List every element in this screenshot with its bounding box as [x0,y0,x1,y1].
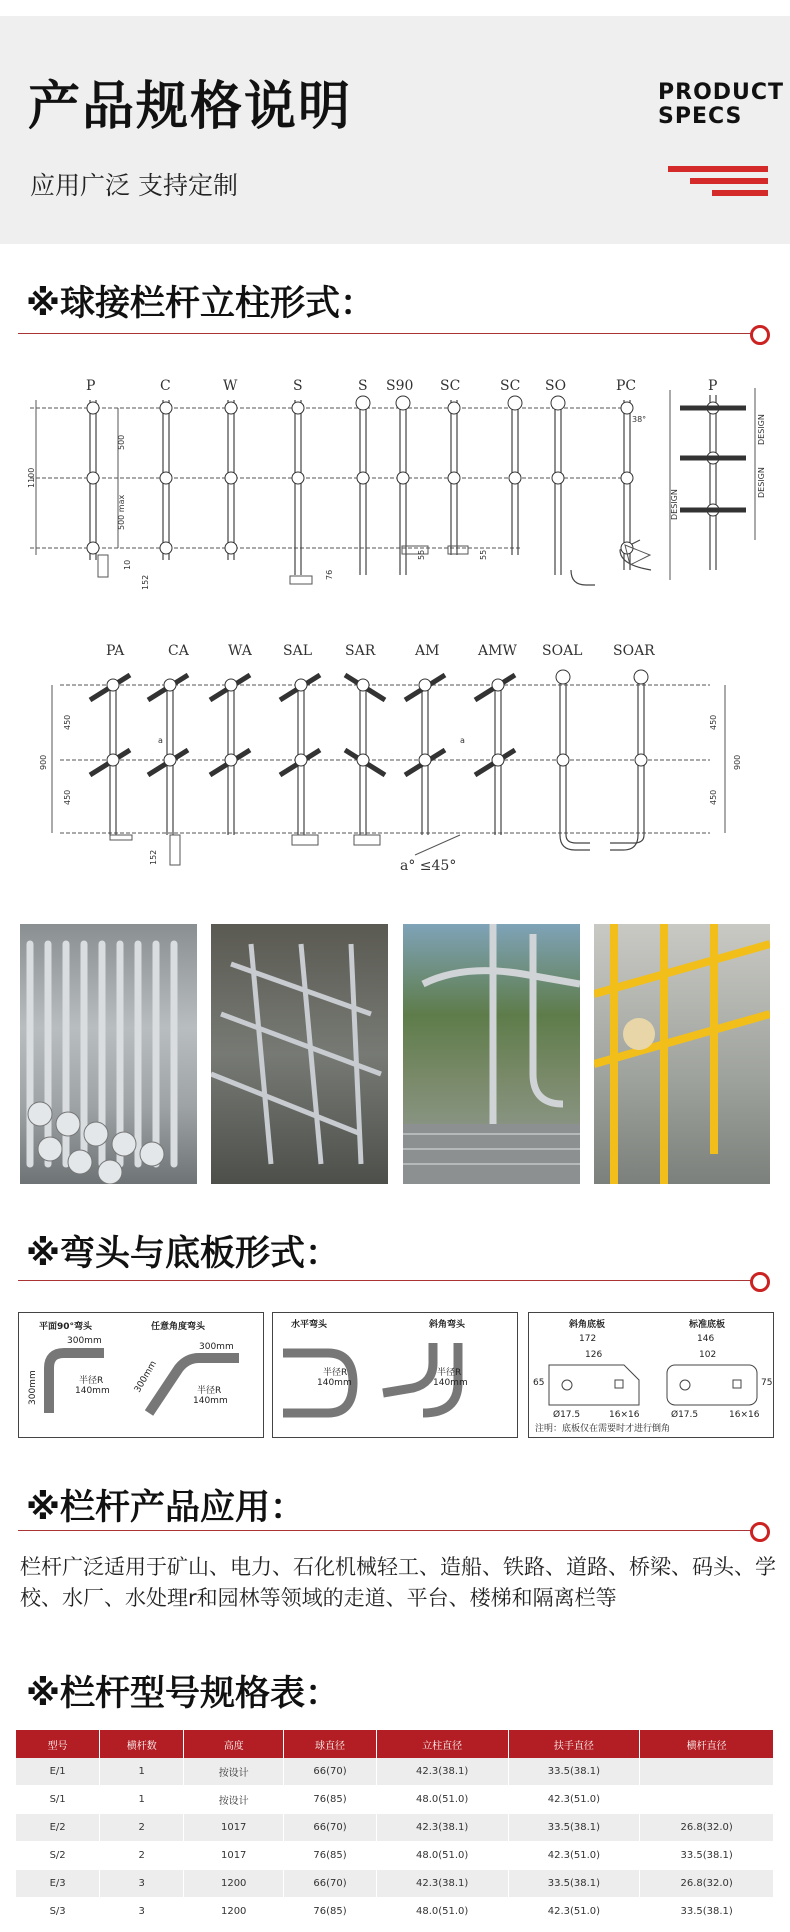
top-label: W [223,378,238,394]
svg-text:300mm: 300mm [28,1370,38,1405]
page-title: 产品规格说明 [28,77,353,137]
svg-text:65: 65 [533,1378,545,1388]
table-row: S/3 3 1200 76(85) 48.0(51.0) 42.3(51.0) 33.5(38.1) [16,1898,774,1926]
bottom-label: PA [106,643,125,659]
divider-end-circle [750,1272,770,1292]
table-row: E/2 2 1017 66(70) 42.3(38.1) 33.5(38.1) 26.8(32.0) [16,1814,774,1842]
svg-text:75: 75 [761,1378,773,1388]
section-title-elbows: ※弯头与底板形式： [26,1234,341,1274]
accent-stripe [712,190,768,196]
svg-text:半径R: 半径R [437,1368,462,1378]
design-label: DESIGN [757,414,766,445]
col-header: 球直径 [284,1730,377,1758]
section-title-application: ※栏杆产品应用： [26,1488,306,1528]
svg-text:140mm: 140mm [317,1378,352,1388]
top-label: S90 [386,378,414,394]
top-label: SO [545,378,567,394]
bottom-label: WA [228,643,252,659]
angle-note: a° ≤45° [400,858,457,874]
svg-text:146: 146 [697,1334,715,1344]
panel-caption: 任意角度弯头 [151,1322,206,1332]
top-label: PC [616,378,637,394]
bottom-label: SOAR [613,643,655,659]
design-label: DESIGN [757,467,766,498]
design-label: DESIGN [670,489,679,520]
section-divider [18,333,752,334]
dim-10: 10 [123,559,132,570]
col-header: 横杆直径 [640,1730,774,1758]
photo-galvanized-railings [211,924,388,1184]
svg-text:标准底板: 标准底板 [689,1320,726,1330]
top-label: SC [500,378,521,394]
dim-55: 55 [479,549,488,560]
dim-152: 152 [141,574,150,590]
svg-text:126: 126 [585,1350,603,1360]
svg-text:300mm: 300mm [132,1359,159,1395]
elbow-panel-horizontal [272,1312,518,1438]
svg-text:300mm: 300mm [199,1342,234,1352]
angled-post-forms-drawing [20,635,780,885]
svg-text:水平弯头: 水平弯头 [291,1320,328,1330]
svg-text:102: 102 [699,1350,717,1360]
bottom-label: SOAL [542,643,583,659]
svg-text:半径R: 半径R [323,1368,348,1378]
panel-caption: 平面90°弯头 [39,1322,93,1332]
svg-text:16×16: 16×16 [729,1410,760,1420]
col-header: 扶手直径 [508,1730,640,1758]
page-subtitle: 应用广泛 支持定制 [30,171,238,200]
table-row: S/2 2 1017 76(85) 48.0(51.0) 42.3(51.0) 33.5(38.1) [16,1842,774,1870]
col-header: 立柱直径 [376,1730,508,1758]
dim-450: 450 [63,714,72,730]
photo-installed-walkway [403,924,580,1184]
dim-55: 55 [417,549,426,560]
svg-text:斜角底板: 斜角底板 [569,1320,606,1330]
dim-500: 500 [117,434,126,450]
header-en-line1: PRODUCT [658,80,785,105]
svg-text:300mm: 300mm [67,1336,102,1346]
table-row: E/1 1 按设计 66(70) 42.3(38.1) 33.5(38.1) [16,1758,774,1786]
top-label: S [358,378,368,394]
elbow-panel-flat [18,1312,264,1438]
svg-text:140mm: 140mm [433,1378,468,1388]
bottom-label: AMW [478,643,517,659]
dim-450: 450 [709,789,718,805]
base-plate-panel [528,1312,774,1438]
top-label: P [86,378,96,394]
section-title-ball-post: ※球接栏杆立柱形式： [26,284,376,324]
table-header-row [16,1730,774,1758]
application-paragraph: 栏杆广泛适用于矿山、电力、石化机械轻工、造船、铁路、道路、桥梁、码头、学校、水厂、水处理r和园林等领域的走道、平台、楼梯和隔离栏等 [20,1555,776,1610]
dim-900: 900 [733,754,742,770]
table-row: E/3 3 1200 66(70) 42.3(38.1) 33.5(38.1) 26.8(32.0) [16,1870,774,1898]
dim-76: 76 [325,569,334,580]
spec-table [16,1730,774,1926]
dim-38: 38° [632,415,647,424]
top-label: P [708,378,718,394]
bottom-label: SAL [283,643,312,659]
svg-text:140mm: 140mm [193,1396,228,1406]
svg-text:注明：底板仅在需要时才进行倒角: 注明：底板仅在需要时才进行倒角 [535,1424,671,1434]
top-label: SC [440,378,461,394]
svg-text:Ø17.5: Ø17.5 [553,1410,581,1420]
header-en-line2: SPECS [658,104,743,129]
svg-text:140mm: 140mm [75,1386,110,1396]
bottom-label: CA [168,643,189,659]
col-header: 横杆数 [100,1730,184,1758]
svg-text:半径R: 半径R [79,1376,104,1386]
top-label: S [293,378,303,394]
accent-stripe [668,166,768,172]
divider-end-circle [750,325,770,345]
col-header: 高度 [184,1730,284,1758]
bottom-label: AM [415,643,440,659]
photo-yellow-railings [594,924,770,1184]
photo-stacked-rails [20,924,197,1184]
section-title-spec-table: ※栏杆型号规格表： [26,1674,341,1714]
svg-text:半径R: 半径R [197,1386,222,1396]
angle-a: a [460,736,465,745]
angle-a: a [158,736,163,745]
dim-500-max: 500 max [117,494,126,530]
svg-text:172: 172 [579,1334,597,1344]
dim-450: 450 [709,714,718,730]
divider-end-circle [750,1522,770,1542]
dim-152: 152 [149,849,158,865]
section-divider [18,1530,752,1531]
svg-text:Ø17.5: Ø17.5 [671,1410,699,1420]
top-label: C [160,378,171,394]
svg-text:斜角弯头: 斜角弯头 [429,1320,466,1330]
accent-stripe [690,178,768,184]
dim-900: 900 [39,754,48,770]
svg-text:16×16: 16×16 [609,1410,640,1420]
dim-1100: 1100 [27,467,36,488]
bottom-label: SAR [345,643,376,659]
col-header: 型号 [16,1730,100,1758]
section-divider [18,1280,752,1281]
post-forms-drawing [20,370,780,595]
table-row: S/1 1 按设计 76(85) 48.0(51.0) 42.3(51.0) [16,1786,774,1814]
dim-450: 450 [63,789,72,805]
